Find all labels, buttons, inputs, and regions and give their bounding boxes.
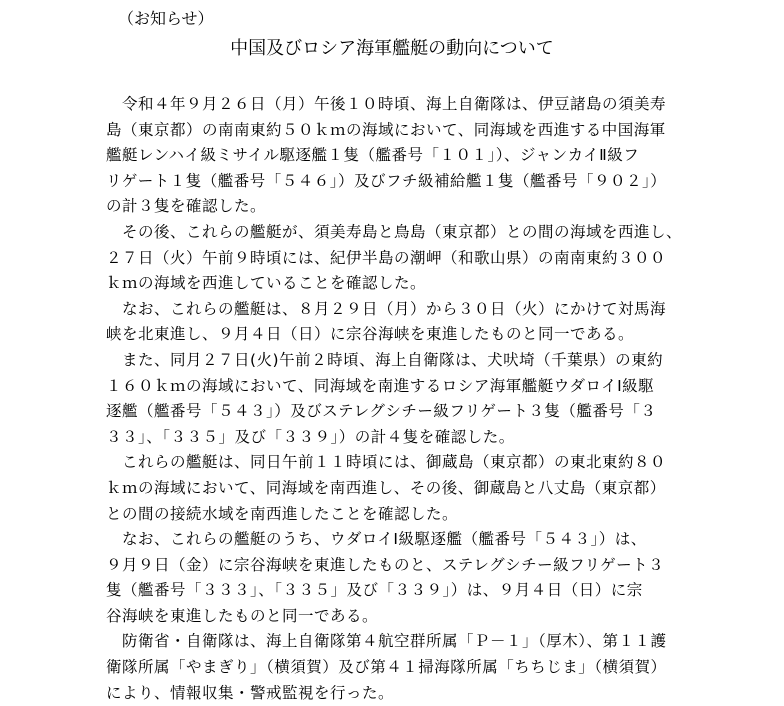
paragraph xyxy=(106,450,706,527)
paragraph xyxy=(106,348,706,450)
text-line: ２７日（火）午前９時頃には、紀伊半島の潮岬（和歌山県）の南南東約３００ xyxy=(106,248,667,267)
text-line: 衛隊所属「やまぎり」（横須賀）及び第４１掃海隊所属「ちちじま」（横須賀） xyxy=(106,658,667,677)
text-line: その後、これらの艦艇が、須美寿島と鳥島（東京都）との間の海域を西進し、 xyxy=(122,222,683,241)
text-line: により、情報収集・警戒監視を行った。 xyxy=(106,683,395,702)
text-line: 谷海峡を東進したものと同一である。 xyxy=(106,606,379,625)
text-line: リゲート１隻（艦番号「５４６」）及びフチ級補給艦１隻（艦番号「９０２」） xyxy=(106,171,667,190)
paragraph xyxy=(106,527,706,629)
text-line: これらの艦艇は、同日午前１１時頃には、御蔵島（東京都）の東北東約８０ xyxy=(122,453,667,472)
text-line: ９月９日（金）に宗谷海峡を東進したものと、ステレグシチー級フリゲート３ xyxy=(106,555,665,574)
paragraph xyxy=(106,92,706,220)
text-line: また、同月２７日(火)午前２時頃、海上自衛隊は、犬吠埼（千葉県）の東約 xyxy=(122,350,664,369)
paragraph xyxy=(106,220,706,297)
text-line: １６０ｋｍの海域において、同海域を南進するロシア海軍艦艇ウダロイⅠ級駆 xyxy=(106,376,655,395)
text-line: なお、これらの艦艇のうち、ウダロイⅠ級駆逐艦（艦番号「５４３」）は、 xyxy=(122,530,647,549)
text-line: ｋｍの海域において、同海域を南西進し、その後、御蔵島と八丈島（東京都） xyxy=(106,478,666,497)
text-line: 令和４年９月２６日（月）午後１０時頃、海上自衛隊は、伊豆諸島の須美寿 xyxy=(122,95,667,113)
text-line: 艦艇レンハイ級ミサイル駆逐艦１隻（艦番号「１０１」）、ジャンカイⅡ級フ xyxy=(106,146,640,165)
text-line: 逐艦（艦番号「５４３」）及びステレグシチー級フリゲート３隻（艦番号「３ xyxy=(106,402,657,421)
document-body xyxy=(106,92,706,706)
text-line: ３３」、「３３５」及び「３３９」）の計４隻を確認した。 xyxy=(106,427,515,446)
text-line: ｋｍの海域を西進していることを確認した。 xyxy=(106,274,427,293)
text-line: なお、これらの艦艇は、８月２９日（月）から３０日（火）にかけて対馬海 xyxy=(122,299,667,318)
text-line: 隻（艦番号「３３３」、「３３５」及び「３３９」）は、９月４日（日）に宗 xyxy=(106,581,643,600)
text-line: の計３隻を確認した。 xyxy=(106,197,267,216)
text-line: 峡を北東進し、９月４日（日）に宗谷海峡を東進したものと同一である。 xyxy=(106,325,635,344)
text-line: 島（東京都）の南南東約５０ｋｍの海域において、同海域を西進する中国海軍 xyxy=(106,120,666,139)
paragraph xyxy=(106,297,706,348)
text-line: との間の接続水域を南西進したことを確認した。 xyxy=(106,504,459,523)
paragraph xyxy=(106,629,706,706)
text-line: 防衛省・自衛隊は、海上自衛隊第４航空群所属「Ｐ－１」（厚木）、第１１護 xyxy=(122,632,667,651)
notice-label: （お知らせ） xyxy=(118,9,214,28)
page-title: 中国及びロシア海軍艦艇の動向について xyxy=(230,38,554,59)
